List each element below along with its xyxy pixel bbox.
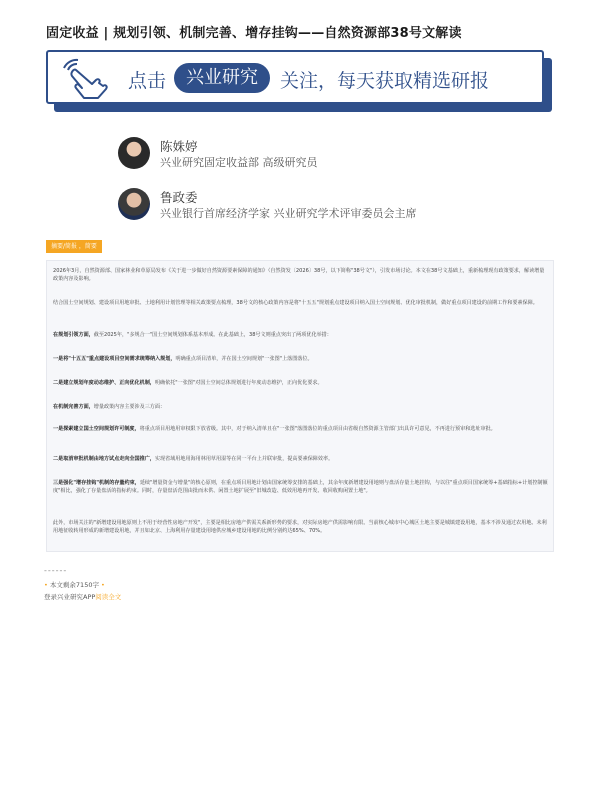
bullet-icon: • <box>44 581 48 589</box>
abstract-card <box>46 260 554 552</box>
paragraph: 在规划引领方面，截至2025年，"多规合一"国土空间规划体系基本形成。在此基础上，38号文则重点突出了两项优化举措： <box>53 332 332 338</box>
read-full-link[interactable]: 阅读全文 <box>95 593 122 601</box>
banner-box <box>46 50 544 104</box>
avatar <box>118 137 150 169</box>
paragraph: 此外，市场关注的"新增建设用地原则上不用于经营性房地产开发"，主要是相比房地产供需关系新形势的要求，对实际房地产供需影响有限。当前核心城市中心城区土地主要是城镇建设用地，基本不涉及通过农用地、未利用地征收转用形成的新增建设用地，并且如北京、上海利用存量建设用地供应城乡建设用地的比例分别约达65%、70%。 <box>53 520 547 535</box>
avatar <box>118 188 150 220</box>
paragraph: 二是建立规划年度动态维护、正向优化机制，明确依托"一张图"对国土空间总体规划进行年度动态维护，正向优化要求。 <box>53 380 323 386</box>
author-name: 陈姝婷 <box>160 139 198 154</box>
paragraph: 二是取消审批机制由地方试点走向全国推广，实现省域用地用海用林用草用湿等在同一平台上并联审批，提高要素保障效率。 <box>53 456 334 462</box>
paragraph: 一是将"十五五"重点建设项目空间需求统筹纳入规划，明确重点项目清单，并在国土空间规划"一张图"上落图落位。 <box>53 356 313 362</box>
paragraph: 三是强化"增存挂钩"机制的存量约束，延续"增量资金与增量"的核心原则，在重点项目用地计划由国家统筹安排的基础上，其余年度新增建设用地则与盘活存量土地挂钩，与以往"重点项目国家统筹+基础指标+计划控制额度"相比，强化了存量盘活的指标约束。同时，存量盘活范围由批而未供、闲置土地扩展至"旧城改造、低效用地再开发、收回收购闲置土地"。 <box>53 480 548 495</box>
follow-banner[interactable] <box>46 50 554 112</box>
section-tag: 摘要/简报 ，简要 <box>46 240 102 253</box>
word-count <box>44 580 105 589</box>
paragraph: 一是探索建立国土空间规划许可制度，将重点项目用地用审权限下放省级。其中，对于纳入清单且在"一张图"落图落位的重点项目由省级自然资源主管部门出具许可意见，不再进行预审和选址审批。 <box>53 426 496 432</box>
author-name: 鲁政委 <box>160 190 198 205</box>
paragraph: 2026年3月，自然资源部、国家林业和草原局发布《关于进一步做好自然资源要素保障的通知》（自然资发〔2026〕38号，以下简称"38号文"），引发市场讨论。本文在38号文基础上，重新梳理现有政策要求，解读增量政策内容及影响。 <box>53 268 545 283</box>
login-prompt <box>44 592 121 601</box>
author-role: 兴业研究固定收益部 高级研究员 <box>160 156 318 169</box>
word-count-text: 本文剩余7150字 <box>49 581 99 589</box>
bullet-icon: • <box>101 581 105 589</box>
paragraph: 结合国土空间规划、建设项目用地审批、土地利用计划管理等相关政策要点梳理，38号文的核心政策内容是将"十五五"规划重点建设项目纳入国土空间规划、优化审批机制，做好重点项目建设的前期工作和要素保障。 <box>53 300 538 306</box>
page-title: 固定收益 | 规划引领、机制完善、增存挂钩——自然资源部38号文解读 <box>46 26 462 41</box>
banner-pre-text: 点击 <box>128 70 167 92</box>
banner-brand-pill[interactable]: 兴业研究 <box>174 63 270 93</box>
banner-post-text: 关注，每天获取精选研报 <box>280 70 490 92</box>
author-role: 兴业银行首席经济学家 兴业研究学术评审委员会主席 <box>160 207 417 220</box>
pointing-hand-icon <box>58 58 112 100</box>
paragraph: 在机制完善方面，增量政策内容主要涉及三方面： <box>53 404 166 410</box>
login-text: 登录兴业研究APP <box>44 593 96 601</box>
divider: ------ <box>44 566 68 575</box>
